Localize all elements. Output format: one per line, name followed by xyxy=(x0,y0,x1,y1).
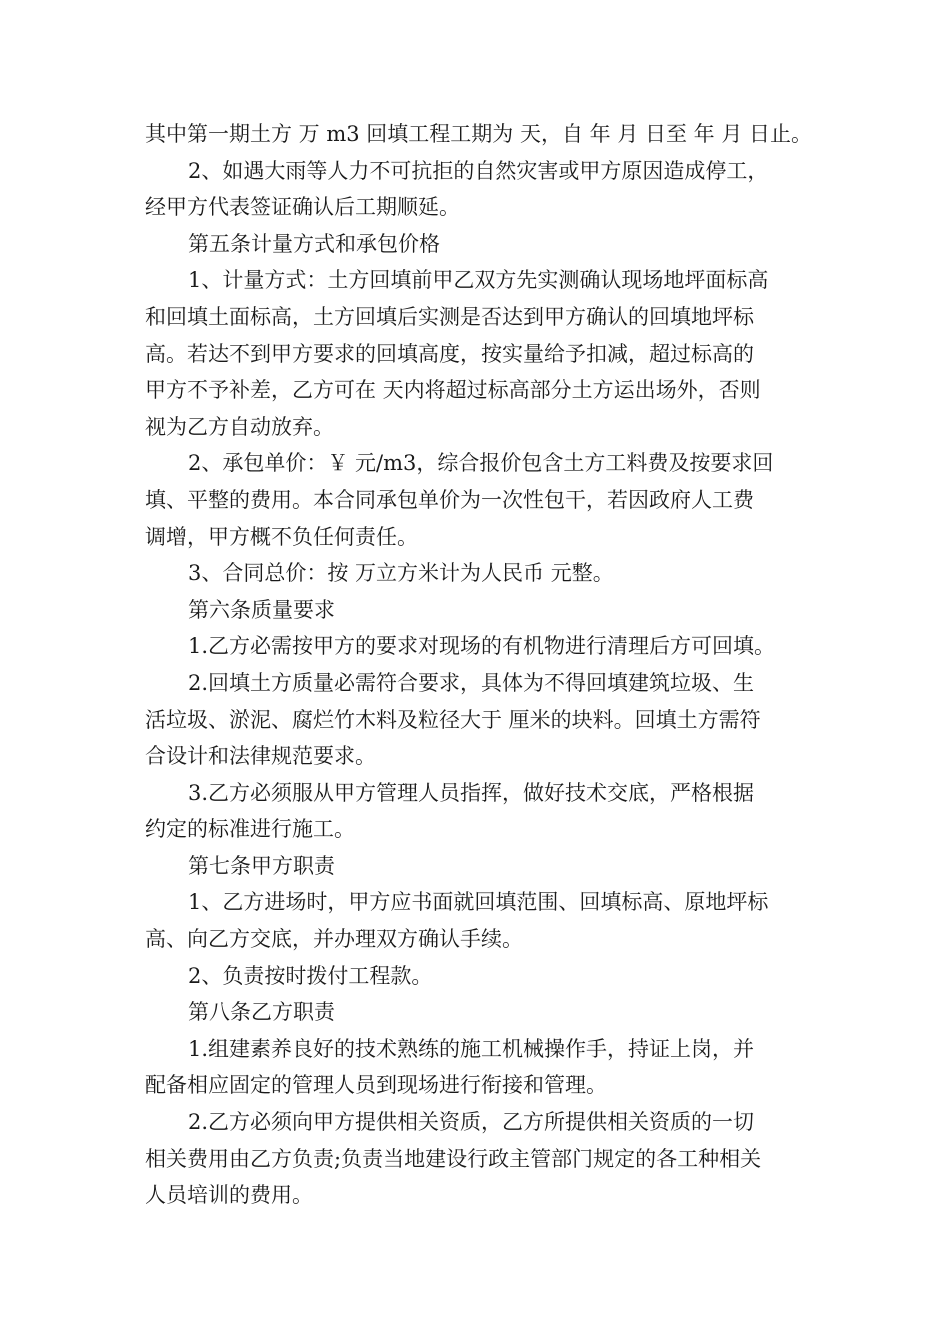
document-line: 第七条甲方职责 xyxy=(188,853,335,878)
document-line: 2、负责按时拨付工程款。 xyxy=(188,963,433,988)
document-line: 高、向乙方交底，并办理双方确认手续。 xyxy=(145,927,523,952)
document-line: 经甲方代表签证确认后工期顺延。 xyxy=(145,195,460,220)
document-line: 1、计量方式：土方回填前甲乙双方先实测确认现场地坪面标高 xyxy=(188,268,769,293)
document-line: 填、平整的费用。本合同承包单价为一次性包干，若因政府人工费 xyxy=(145,487,754,512)
document-line: 3.乙方必须服从甲方管理人员指挥，做好技术交底，严格根据 xyxy=(188,780,755,805)
document-line: 2、承包单价：￥ 元/m3，综合报价包含土方工料费及按要求回 xyxy=(188,451,774,476)
document-line: 合设计和法律规范要求。 xyxy=(145,744,376,769)
document-line: 2.回填土方质量必需符合要求，具体为不得回填建筑垃圾、生 xyxy=(188,670,755,695)
document-line: 视为乙方自动放弃。 xyxy=(145,414,334,439)
document-line: 2、如遇大雨等人力不可抗拒的自然灾害或甲方原因造成停工， xyxy=(188,158,769,183)
document-line: 第六条质量要求 xyxy=(188,597,335,622)
document-line: 2.乙方必须向甲方提供相关资质，乙方所提供相关资质的一切 xyxy=(188,1110,755,1135)
document-line: 1.组建素养良好的技术熟练的施工机械操作手，持证上岗，并 xyxy=(188,1036,755,1061)
document-line: 相关费用由乙方负责;负责当地建设行政主管部门规定的各工种相关 xyxy=(145,1146,762,1171)
document-line: 调增，甲方概不负任何责任。 xyxy=(145,524,418,549)
document-line: 其中第一期土方 万 m3 回填工程工期为 天，自 年 月 日至 年 月 日止。 xyxy=(145,122,813,146)
document-line: 人员培训的费用。 xyxy=(145,1183,313,1208)
document-line: 活垃圾、淤泥、腐烂竹木料及粒径大于 厘米的块料。回填土方需符 xyxy=(145,707,761,732)
document-line: 第五条计量方式和承包价格 xyxy=(188,231,440,256)
document-line: 配备相应固定的管理人员到现场进行衔接和管理。 xyxy=(145,1073,607,1098)
document-line: 1.乙方必需按甲方的要求对现场的有机物进行清理后方可回填。 xyxy=(188,634,776,659)
document-line: 高。若达不到甲方要求的回填高度，按实量给予扣减，超过标高的 xyxy=(145,341,754,366)
document-line: 和回填土面标高，土方回填后实测是否达到甲方确认的回填地坪标 xyxy=(145,304,754,329)
document-line: 第八条乙方职责 xyxy=(188,1000,335,1025)
document-line: 甲方不予补差，乙方可在 天内将超过标高部分土方运出场外，否则 xyxy=(145,378,761,403)
document-line: 3、合同总价：按 万立方米计为人民币 元整。 xyxy=(188,561,614,586)
document-body xyxy=(145,116,815,1214)
document-line: 约定的标准进行施工。 xyxy=(145,817,355,842)
document-line: 1、乙方进场时，甲方应书面就回填范围、回填标高、原地坪标 xyxy=(188,890,769,915)
